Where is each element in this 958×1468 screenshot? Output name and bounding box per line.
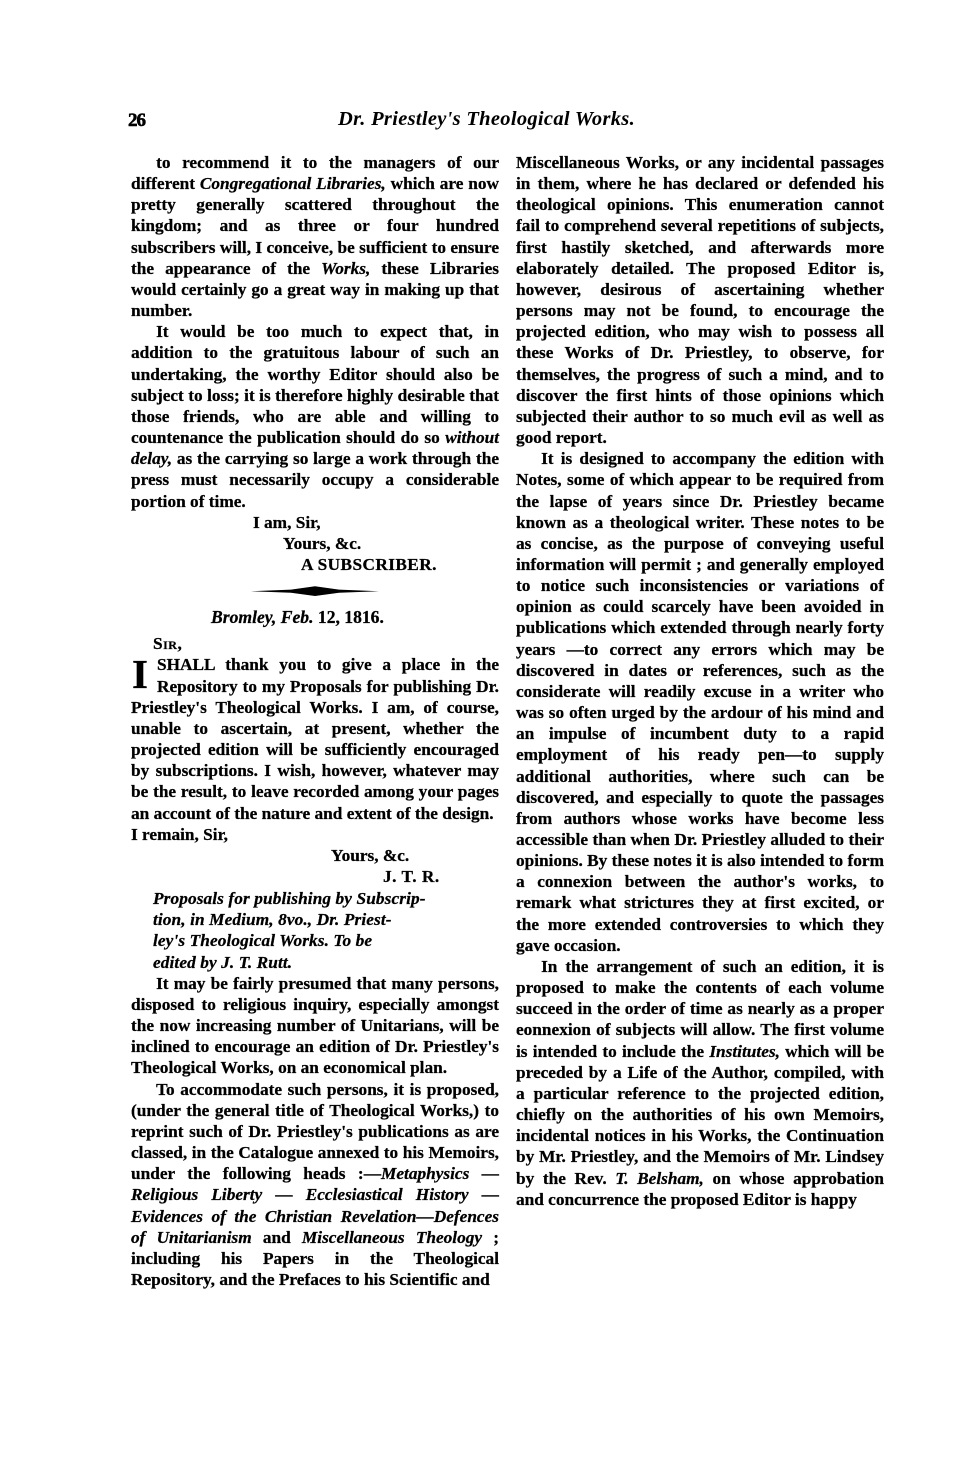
dateline-date: 12, 1816. <box>317 607 384 628</box>
heading-line: ley's Theological Works. To be <box>153 931 373 951</box>
paragraph: It is designed to accompany the edition with Notes, some of which appear to be required from the lapse of years since Dr. Priestley became known as a theological writer. These notes to be as concise, as the purpose of conveying useful information will permit ; and generally employed to notice such inconsistencies or variations of opinion as could scarcely have been avoided in publications which extended through nearly forty years —to correct any errors which may be discovered in dates or references, such as the considerate will readily excuse in a writer who was so often urged by the ardour of his mind and an impulse of incumbent duty to a rapid employment of his ready pen—to supply additional authorities, where such can be discovered, and especially to quote the passages from authors whose works have become less accessible than when Dr. Priestley alluded to their opinions. By these notes it is also intended to form a connexion between the author's works, to remark what strictures they at first excited, or the more extended controversies to which they gave occasion. <box>516 449 884 955</box>
closing-line <box>131 824 499 845</box>
page-folio-number: 26 <box>128 110 145 131</box>
proposal-heading-text <box>153 888 499 973</box>
heading-line: edited by J. T. Rutt. <box>153 952 293 972</box>
paragraph: In the arrangement of such an edition, it is proposed to make the contents of each volume succeed in the order of time as nearly as a proper eonnexion of subjects will allow. The first volume is intended to include the Institutes, which will be preceded by a Life of the Author, compiled, with a particular reference to the projected edition, chiefly on the authorities of his own Memoirs, incidental notices in his Works, the Continuation by Mr. Priestley, and the Memoirs of Mr. Lindsey by the Rev. T. Belsham, on whose approbation and concurrence the proposed Editor is happy <box>516 956 884 1209</box>
right-text-column <box>516 152 884 1210</box>
paragraph: It would be too much to expect that, in addition to the gratuitous labour of such an undertaking, the worthy Editor should also be subject to loss; it is therefore highly desirable that those friends, who are able and willing to countenance the publication should do so without delay, as the carrying so large a work through the press must necessarily occupy a considerable portion of time. <box>131 322 499 511</box>
signature-line: A SUBSCRIBER. <box>301 554 437 574</box>
dateline-month: Feb. <box>280 607 314 628</box>
paragraph: to recommend it to the managers of our different Congregational Libraries, which are now pretty generally scattered throughout the kingdom; and as three or four hundred subscribers will, I conceive, be sufficient to ensure the appearance of the Works, these Libraries would certainly go a great way in making up that number. <box>131 153 499 321</box>
proposal-heading <box>131 888 499 973</box>
remain-text: I remain, Sir, <box>131 824 228 844</box>
running-head-title: Dr. Priestley's Theological Works. <box>338 108 636 130</box>
paragraph-with-dropcap <box>131 651 499 823</box>
heading-line: Proposals for publishing by Subscrip- <box>153 889 426 909</box>
signature-line: J. T. R. <box>383 867 440 886</box>
salutation: Sir, <box>153 634 183 654</box>
drop-cap-letter: I <box>132 651 148 698</box>
closing-line: I am, Sir, <box>253 512 321 532</box>
running-head <box>128 108 828 138</box>
paragraph: It may be fairly presumed that many persons, disposed to religious inquiry, especially amongst the now increasing number of Unitarians, will be inclined to encourage an edition of Dr. Priestley's Theological Works, on an economical plan. <box>131 973 499 1078</box>
paragraph: Miscellaneous Works, or any incidental passages in them, where he has declared or defended his theological opinions. This enumeration cannot fail to comprehend several repetitions of subjects, first hastily sketched, and afterwards more elaborately detailed. The proposed Editor is, however, desirous of ascertaining whether persons may not be found, to encourage the projected edition, who may wish to possess all these Works of Dr. Priestley, to observe, for themselves, the progress of such a mind, and to discover the first hints of those opinions which subjected their author to so much evil as well as good report. <box>516 153 884 448</box>
paragraph-body: SHALL thank you to give a place in the Repository to my Proposals for publishing Dr. Priestley's Theological Works. I am, of course, unable to ascertain, at present, whether the projected edition will be sufficiently encouraged by subscriptions. I wish, however, whatever may be the result, to leave recorded among your pages an account of the nature and extent of the design. <box>131 655 499 823</box>
diamond-rule-ornament <box>131 579 499 605</box>
heading-line: tion, in Medium, 8vo., Dr. Priest- <box>153 910 392 930</box>
paragraph: To accommodate such persons, it is proposed, (under the general title of Theological Works,) to reprint such of Dr. Priestley's publications as are classed, in the Catalogue annexed to his Memoirs, under the following heads :—Metaphysics — Religious Liberty — Ecclesiastical History — Evidences of the Christian Revelation—Defences of Unitarianism and Miscellaneous Theology ; including his Papers in the Theological Repository, and the Prefaces to his Scientific and <box>131 1079 500 1289</box>
dateline-place: Bromley, <box>211 607 277 628</box>
left-text-column <box>131 152 499 1290</box>
closing-line: Yours, &c. <box>331 845 410 865</box>
closing-line: Yours, &c. <box>283 533 362 553</box>
dateline <box>131 607 499 628</box>
